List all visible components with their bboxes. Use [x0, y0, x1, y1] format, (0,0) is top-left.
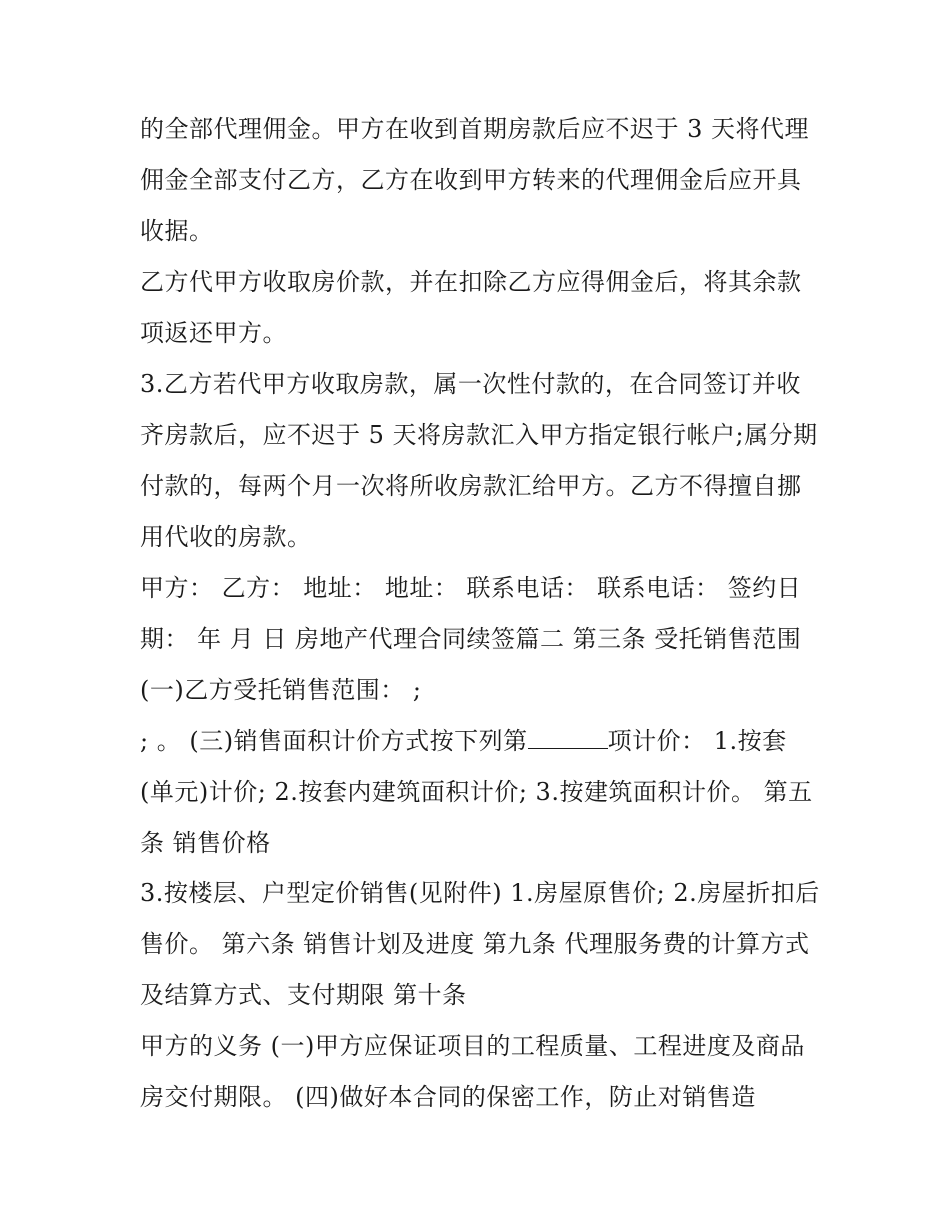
paragraph-collection-return: 乙方代甲方收取房价款，并在扣除乙方应得佣金后，将其余款项返还甲方。: [140, 268, 802, 347]
fill-in-blank-line: [528, 728, 608, 749]
paragraph-area-pricing: [140, 716, 820, 869]
paragraph-party-a-obligations: 甲方的义务 (一)甲方应保证项目的工程质量、工程进度及商品房交付期限。 (四)做好本合同的保密工作，防止对销售造: [140, 1032, 805, 1111]
paragraph-parties-and-sales-scope: 甲方： 乙方： 地址： 地址： 联系电话： 联系电话： 签约日期： 年 月 日 房地产代理合同续签篇二 第三条 受托销售范围 (一)乙方受托销售范围： ;: [140, 574, 802, 704]
pricing-text-before-blank: ; 。 (三)销售面积计价方式按下列第: [140, 727, 528, 755]
pricing-text-after-blank: 项计价： 1.按套(单元)计价; 2.按套内建筑面积计价; 3.按建筑面积计价。 第五条 销售价格: [140, 727, 813, 857]
paragraph-commission-payment: 的全部代理佣金。甲方在收到首期房款后应不迟于 3 天将代理佣金全部支付乙方，乙方在收到甲方转来的代理佣金后应开具收据。: [140, 115, 810, 245]
paragraph-house-payment-transfer: 3.乙方若代甲方收取房款，属一次性付款的，在合同签订并收齐房款后，应不迟于 5 天将房款汇入甲方指定银行帐户;属分期付款的，每两个月一次将所收房款汇给甲方。乙方不得擅自挪用代收的房款。: [140, 370, 818, 551]
paragraph-floor-pricing: 3.按楼层、户型定价销售(见附件) 1.房屋原售价; 2.房屋折扣后售价。 第六条 销售计划及进度 第九条 代理服务费的计算方式及结算方式、支付期限 第十条: [140, 879, 820, 1009]
